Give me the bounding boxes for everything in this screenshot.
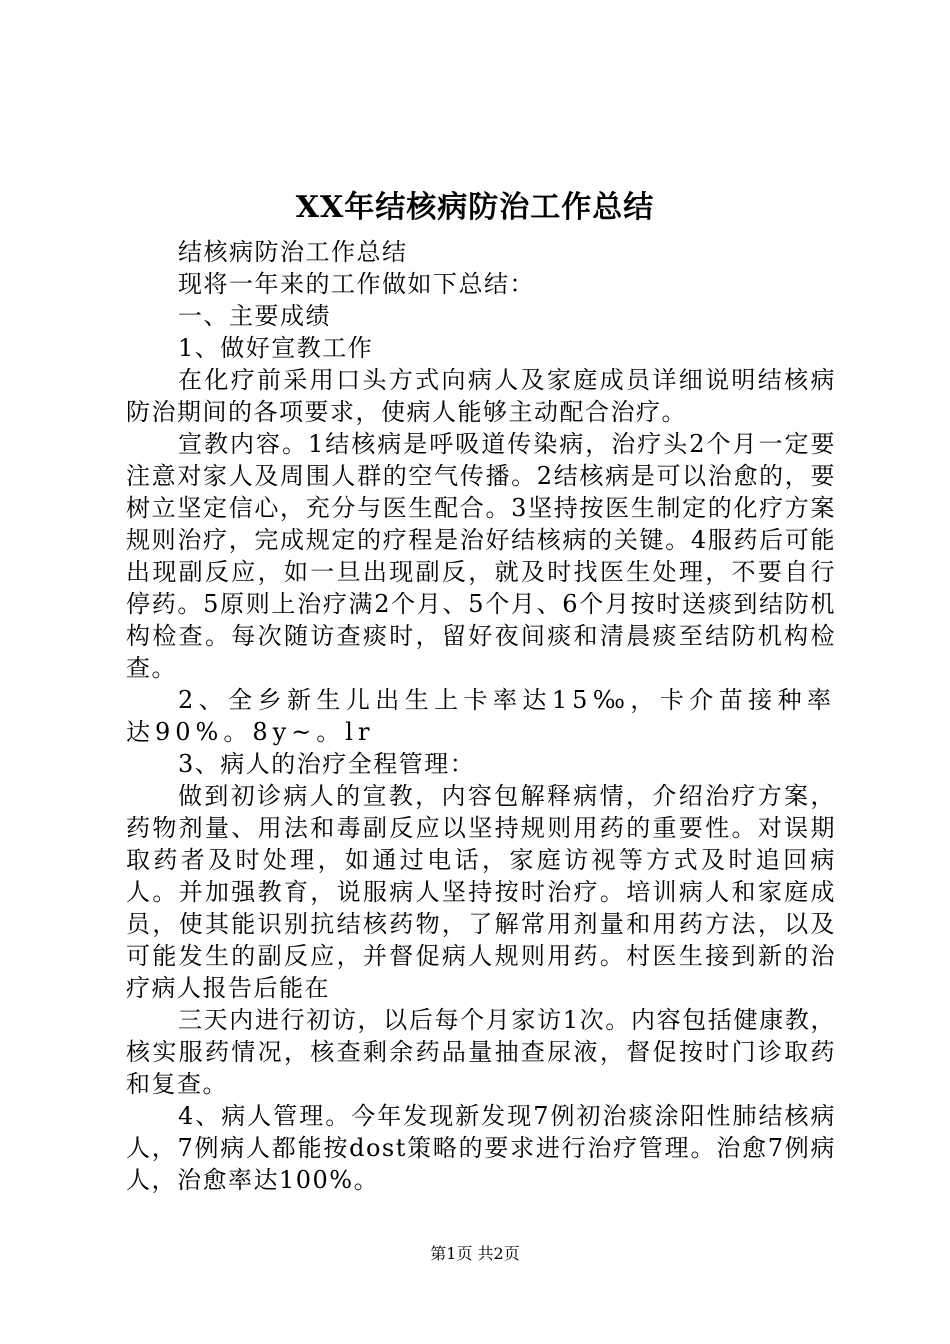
- paragraph-education-content: 宣教内容。1结核病是呼吸道传染病，治疗头2个月一定要注意对家人及周围人群的空气传播。2结核病是可以治愈的，要树立坚定信心，充分与医生配合。3坚持按医生制定的化疗方案规则治疗，完成规定的疗程是治好结核病的关键。4服药后可能出现副反应，如一旦出现副反，就及时找医生处理，不要自行停药。5原则上治疗满2个月、5个月、6个月按时送痰到结防机构检查。每次随访查痰时，留好夜间痰和清晨痰至结防机构检查。: [126, 430, 836, 682]
- document-title: XX年结核病防治工作总结: [295, 190, 655, 225]
- paragraph-patient-management: 4、病人管理。今年发现新发现7例初治痰涂阳性肺结核病人，7例病人都能按dost策略的要求进行治疗管理。治愈7例病人，治愈率达100%。: [126, 1102, 836, 1194]
- heading-main-achievements: 一、主要成绩: [178, 302, 331, 330]
- paragraph-followup-visits: 三天内进行初访，以后每个月家访1次。内容包括健康教，核实服药情况，核查剩余药品量抽查尿液，督促按时门诊取药和复查。: [126, 1006, 836, 1098]
- page-footer: 第1页 共2页: [430, 1244, 520, 1263]
- paragraph-newborn-rate: 2、全乡新生儿出生上卡率达15‰，卡介苗接种率达90%。8y~。lr: [126, 686, 836, 746]
- paragraph-treatment-details: 做到初诊病人的宣教，内容包解释病情，介绍治疗方案，药物剂量、用法和毒副反应以坚持规则用药的重要性。对误期取药者及时处理，如通过电话，家庭访视等方式及时追回病人。并加强教育，说服病人坚持按时治疗。培训病人和家庭成员，使其能识别抗结核药物，了解常用剂量和用药方法，以及可能发生的副反应，并督促病人规则用药。村医生接到新的治疗病人报告后能在: [126, 782, 836, 1002]
- paragraph-subtitle: 结核病防治工作总结: [178, 238, 408, 266]
- paragraph-intro: 现将一年来的工作做如下总结：: [178, 270, 535, 298]
- paragraph-education-method: 在化疗前采用口头方式向病人及家庭成员详细说明结核病防治期间的各项要求，使病人能够主动配合治疗。: [126, 366, 836, 426]
- document-body: [126, 236, 836, 1196]
- heading-education: 1、做好宣教工作: [178, 334, 374, 362]
- heading-treatment-management: 3、病人的治疗全程管理：: [178, 750, 476, 778]
